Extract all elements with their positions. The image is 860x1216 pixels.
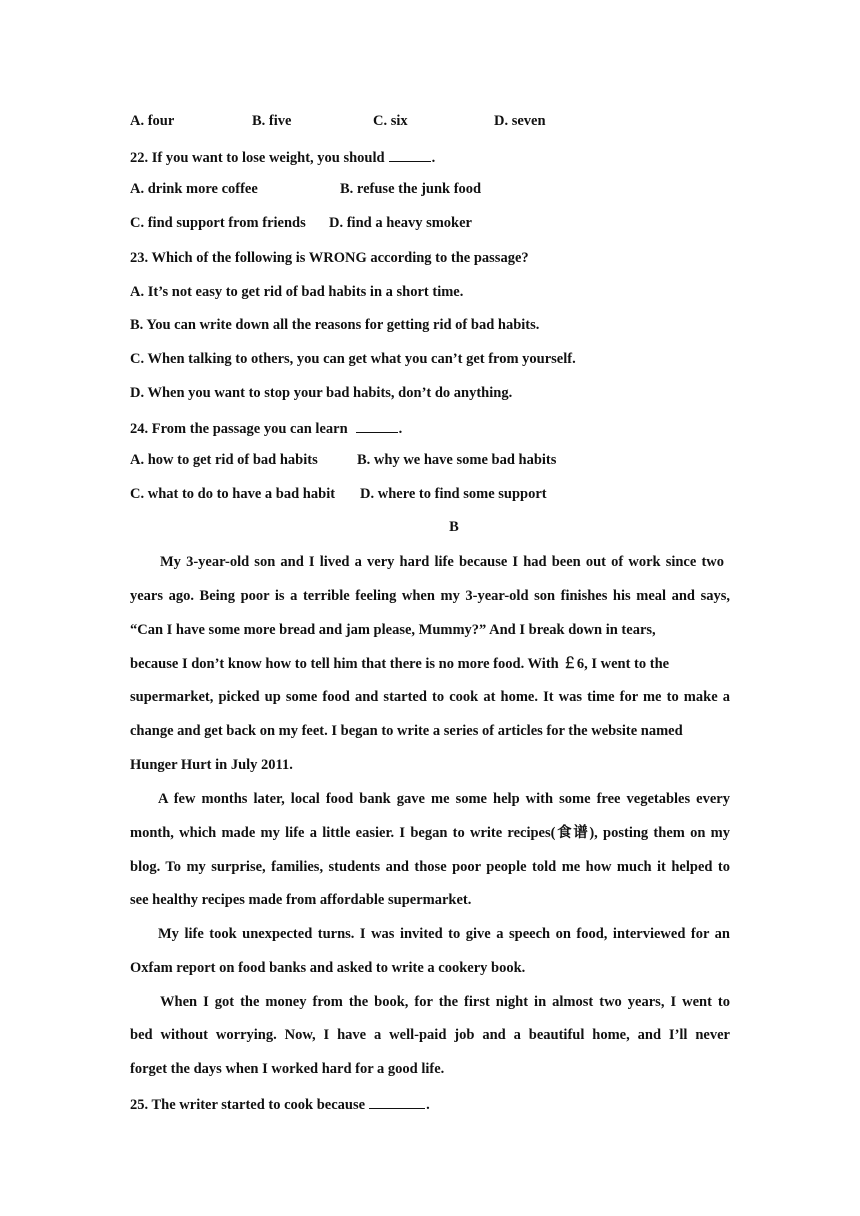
q24-option-c: C. what to do to have a bad habit	[130, 486, 336, 502]
q21-option-a: A. four	[130, 113, 175, 129]
q23-option-b: B. You can write down all the reasons for getting rid of bad habits.	[130, 317, 540, 333]
passage-p2-line2: month, which made my life a little easier. I began to write recipes(食谱), posting them on my	[130, 825, 730, 841]
answer-blank	[369, 1094, 425, 1109]
q24-option-b: B. why we have some bad habits	[357, 452, 557, 468]
q24-option-d: D. where to find some support	[360, 486, 547, 502]
passage-p3-line1: My life took unexpected turns. I was invited to give a speech on food, interviewed for an	[158, 926, 730, 942]
q22-option-b: B. refuse the junk food	[340, 181, 482, 197]
q23-option-d: D. When you want to stop your bad habits, don’t do anything.	[130, 385, 513, 401]
q24-stem	[130, 418, 402, 438]
passage-p1-line7: Hunger Hurt in July 2011.	[130, 757, 293, 773]
q22-option-a: A. drink more coffee	[130, 181, 258, 197]
passage-p1-line4: because I don’t know how to tell him that there is no more food. With ￡6, I went to the	[130, 656, 670, 672]
passage-p1-line3: “Can I have some more bread and jam please, Mummy?” And I break down in tears,	[130, 622, 656, 638]
passage-p1-line1: My 3-year-old son and I lived a very hard life because I had been out of work since two	[160, 554, 724, 570]
q22-stem-text: 22. If you want to lose weight, you should	[130, 150, 385, 166]
passage-p3-line2: Oxfam report on food banks and asked to write a cookery book.	[130, 960, 526, 976]
q21-option-d: D. seven	[494, 113, 546, 129]
passage-p2-line1: A few months later, local food bank gave me some help with some free vegetables every	[158, 791, 730, 807]
q25-stem	[130, 1094, 430, 1114]
q22-option-d: D. find a heavy smoker	[329, 215, 472, 231]
passage-p4-line1: When I got the money from the book, for the first night in almost two years, I went to	[160, 994, 730, 1010]
q25-stem-end: .	[426, 1097, 430, 1113]
passage-p4-line2: bed without worrying. Now, I have a well-paid job and a beautiful home, and I’ll never	[130, 1027, 730, 1043]
passage-p2-line4: see healthy recipes made from affordable supermarket.	[130, 892, 472, 908]
q23-option-a: A. It’s not easy to get rid of bad habits in a short time.	[130, 284, 464, 300]
q22-stem-end: .	[431, 150, 436, 166]
answer-blank	[389, 147, 431, 162]
section-title: B	[449, 519, 459, 535]
passage-p2-line3: blog. To my surprise, families, students and those poor people told me how much it helped to	[130, 859, 730, 875]
q23-stem: 23. Which of the following is WRONG according to the passage?	[130, 250, 529, 266]
q24-option-a: A. how to get rid of bad habits	[130, 452, 318, 468]
passage-p1-line2: years ago. Being poor is a terrible feeling when my 3-year-old son finishes his meal and says,	[130, 588, 730, 604]
q22-option-c: C. find support from friends	[130, 215, 306, 231]
q22-stem	[130, 147, 435, 167]
q24-stem-end: .	[398, 421, 403, 437]
q21-option-c: C. six	[373, 113, 408, 129]
q21-option-b: B. five	[252, 113, 292, 129]
passage-p1-line5: supermarket, picked up some food and started to cook at home. It was time for me to make a	[130, 689, 730, 705]
q23-option-c: C. When talking to others, you can get what you can’t get from yourself.	[130, 351, 576, 367]
passage-p1-line6: change and get back on my feet. I began to write a series of articles for the website named	[130, 723, 683, 739]
q25-stem-text: 25. The writer started to cook because	[130, 1097, 366, 1113]
q24-stem-text: 24. From the passage you can learn	[130, 421, 348, 437]
passage-p4-line3: forget the days when I worked hard for a good life.	[130, 1061, 445, 1077]
answer-blank	[356, 418, 398, 433]
